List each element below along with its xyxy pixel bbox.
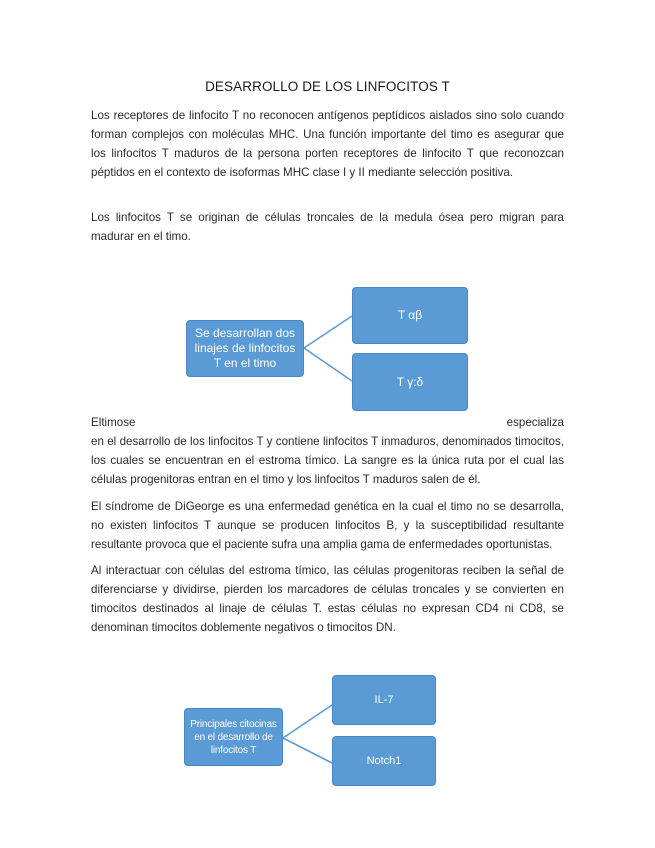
paragraph-digeorge: El síndrome de DiGeorge es una enfermedad genética en la cual el timo no se desarrolla, no existen linfocitos T aunque se producen linfocitos B, y la susceptibilidad resultante resultante provoca que el paciente sufra una amplia gama de enfermedades oportunistas.: [91, 500, 564, 551]
diagram2-connector-bottom: [283, 738, 332, 763]
diagram2-root-box: Principales citocinas en el desarrollo de linfocitos T: [184, 708, 283, 766]
paragraph-intro: Los receptores de linfocito T no reconocen antígenos peptídicos aislados sino solo cuando forman complejos con moléculas MHC. Una función importante del timo es asegurar que los linfocitos T maduros de la persona porten receptores de linfocito T que reconozcan péptidos en el contexto de isoformas MHC clase I y II mediante selección positiva.: [91, 109, 564, 179]
diagram2-branch-il7: IL-7: [332, 675, 436, 725]
word: se: [123, 416, 136, 429]
paragraph-progenitors: Al interactuar con células del estroma tímico, las células progenitoras reciben la señal de diferenciarse y dividirse, pierden los marcadores de células troncales y se convierten en timocitos destinados al linaje de células T. estas células no expresan CD4 ni CD8, se denominan timocitos doblemente negativos o timocitos DN.: [91, 564, 564, 634]
word: timo: [101, 416, 124, 429]
page-title: DESARROLLO DE LOS LINFOCITOS T: [205, 79, 450, 94]
paragraph-thymus-first-line: [91, 413, 564, 432]
diagram2-connector-top: [283, 705, 332, 738]
word: El: [91, 416, 102, 429]
diagram1-branch-alpha-beta: T αβ: [352, 287, 468, 344]
diagram1-connector-top: [304, 316, 352, 348]
diagram1-root-box: Se desarrollan dos linajes de linfocitos T en el timo: [186, 320, 304, 377]
paragraph-origin: Los linfocitos T se originan de células troncales de la medula ósea pero migran para madurar en el timo.: [91, 211, 564, 243]
paragraph-thymus: en el desarrollo de los linfocitos T y contiene linfocitos T inmaduros, denominados timocitos, los cuales se encuentran en el estroma tímico. La sangre es la única ruta por el cual las células progenitoras entran en el timo y los linfocitos T maduros salen de él.: [91, 435, 564, 486]
diagram1-branch-gamma-delta: T γ:δ: [352, 353, 468, 411]
diagram2-branch-notch1: Notch1: [332, 736, 436, 786]
diagram1-connector-bottom: [304, 348, 352, 381]
word: especializa: [506, 416, 564, 429]
